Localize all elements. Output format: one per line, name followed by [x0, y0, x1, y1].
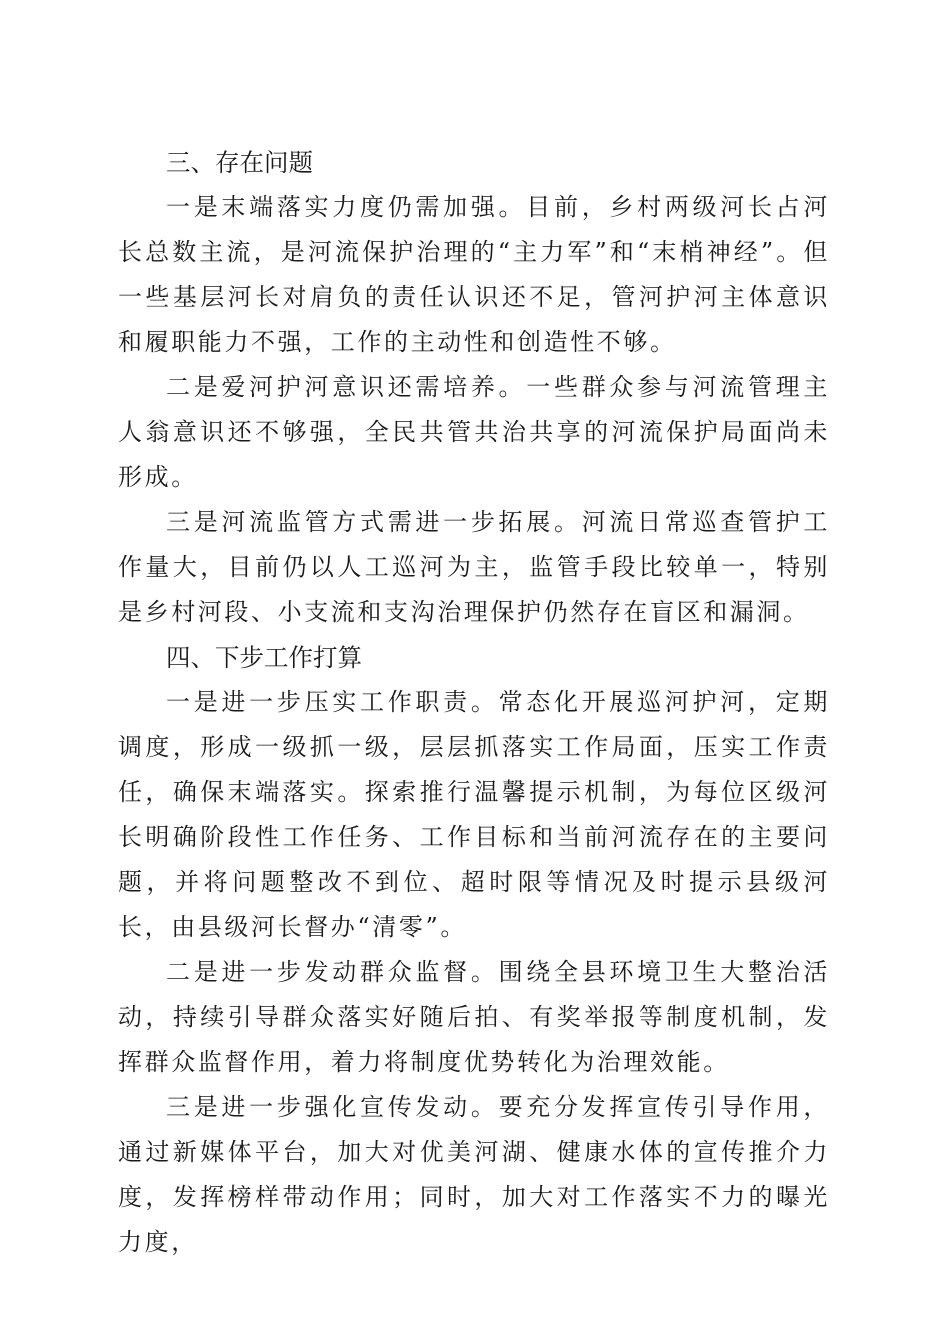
- paragraph-problem-3: [118, 500, 830, 635]
- paragraph-plan-1: [118, 680, 830, 950]
- paragraph-problem-2: [118, 365, 830, 500]
- paragraph-plan-2: [118, 950, 830, 1085]
- paragraph-lead: 三是进一步强化宣传发动。: [166, 1093, 499, 1121]
- paragraph-body: 常态化开展巡河护河，定期调度，形成一级抓一级，层层抓落实工作局面，压实工作责任，确保末端落实。探索推行温馨提示机制，为每位区级河长明确阶段性工作任务、工作目标和当前河流存在的主要问题，并将问题整改不到位、超时限等情况及时提示县级河长，由县级河长督办“清零”。: [118, 688, 831, 941]
- paragraph-problem-1: [118, 185, 830, 365]
- paragraph-lead: 一是末端落实力度仍需加强。: [166, 193, 527, 221]
- paragraph-lead: 二是爱河护河意识还需培养。: [166, 373, 527, 401]
- paragraph-plan-3: [118, 1085, 830, 1265]
- paragraph-lead: 三是河流监管方式需进一步拓展。: [166, 508, 582, 536]
- paragraph-lead: 二是进一步发动群众监督。: [166, 958, 499, 986]
- section-heading-next-steps: 四、下步工作打算: [166, 643, 362, 672]
- paragraph-body: 河流日常巡查管护工作量大，目前仍以人工巡河为主，监管手段比较单一，特别是乡村河段、小支流和支沟治理保护仍然存在盲区和漏洞。: [118, 508, 831, 626]
- paragraph-body: 围绕全县环境卫生大整治活动，持续引导群众落实好随后拍、有奖举报等制度机制，发挥群众监督作用，着力将制度优势转化为治理效能。: [118, 958, 831, 1076]
- paragraph-body: 要充分发挥宣传引导作用，通过新媒体平台，加大对优美河湖、健康水体的宣传推介力度，发挥榜样带动作用；同时，加大对工作落实不力的曝光力度，: [118, 1093, 831, 1256]
- paragraph-body: 目前，乡村两级河长占河长总数主流，是河流保护治理的“主力军”和“末梢神经”。但一些基层河长对肩负的责任认识还不足，管河护河主体意识和履职能力不强，工作的主动性和创造性不够。: [118, 193, 830, 356]
- section-heading-problems: 三、存在问题: [166, 148, 313, 177]
- document-body: [118, 140, 830, 1265]
- paragraph-body: 一些群众参与河流管理主人翁意识还不够强，全民共管共治共享的河流保护局面尚未形成。: [118, 373, 830, 491]
- paragraph-lead: 一是进一步压实工作职责。: [166, 688, 499, 716]
